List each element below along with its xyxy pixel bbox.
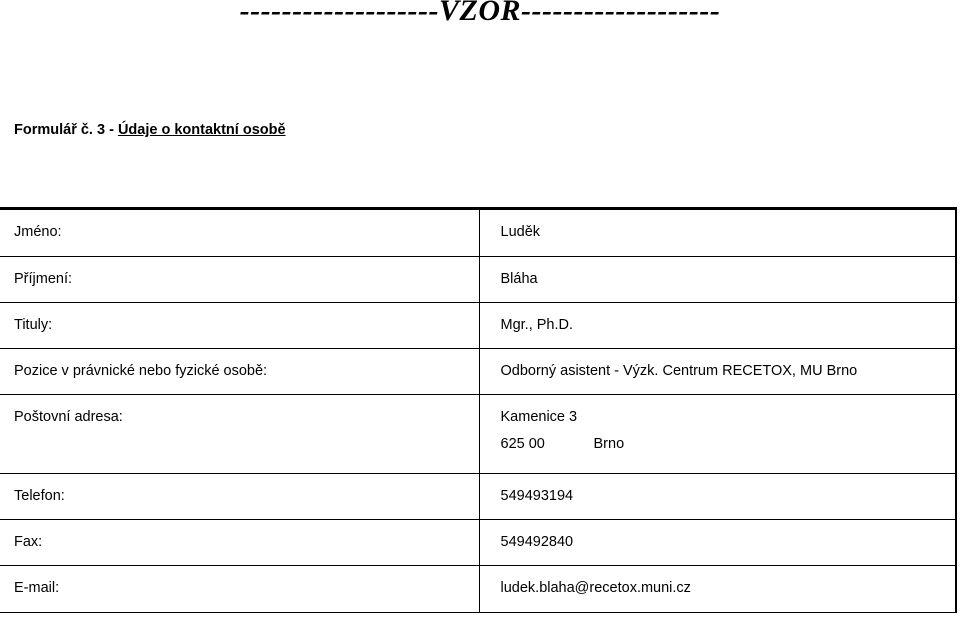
phone-label: Telefon: [0,474,479,520]
email-value: ludek.blaha@recetox.muni.cz [479,566,956,613]
address-value [479,395,956,474]
address-label: Poštovní adresa: [0,395,479,474]
form-number: Formulář č. 3 - [14,122,118,138]
position-value: Odborný asistent - Výzk. Centrum RECETOX, MU Brno [479,349,956,395]
table-row-surname [0,257,956,303]
table-row-first-name [0,209,956,257]
address-postcode: 625 00 [500,436,545,452]
position-label: Pozice v právnické nebo fyzické osobě: [0,349,479,395]
titles-label: Tituly: [0,303,479,349]
address-street: Kamenice 3 [500,409,578,425]
fax-value: 549492840 [479,520,956,566]
sample-watermark: -------------------VZOR------------------- [239,0,721,27]
table-row-fax [0,520,956,566]
fax-label: Fax: [0,520,479,566]
phone-value: 549493194 [479,474,956,520]
address-city-line [501,436,956,452]
surname-label: Příjmení: [0,257,479,303]
table-row-titles [0,303,956,349]
table-row-position [0,349,956,395]
table-row-email [0,566,956,613]
email-label: E-mail: [0,566,479,613]
surname-value: Bláha [479,257,956,303]
form-subject: Údaje o kontaktní osobě [117,122,286,138]
table-row-phone [0,474,956,520]
first-name-label: Jméno: [0,209,479,257]
contact-person-table [0,207,957,613]
first-name-value: Luděk [479,209,956,257]
address-city: Brno [593,436,625,452]
titles-value: Mgr., Ph.D. [479,303,956,349]
table-row-address [0,395,956,474]
form-heading [14,122,286,138]
